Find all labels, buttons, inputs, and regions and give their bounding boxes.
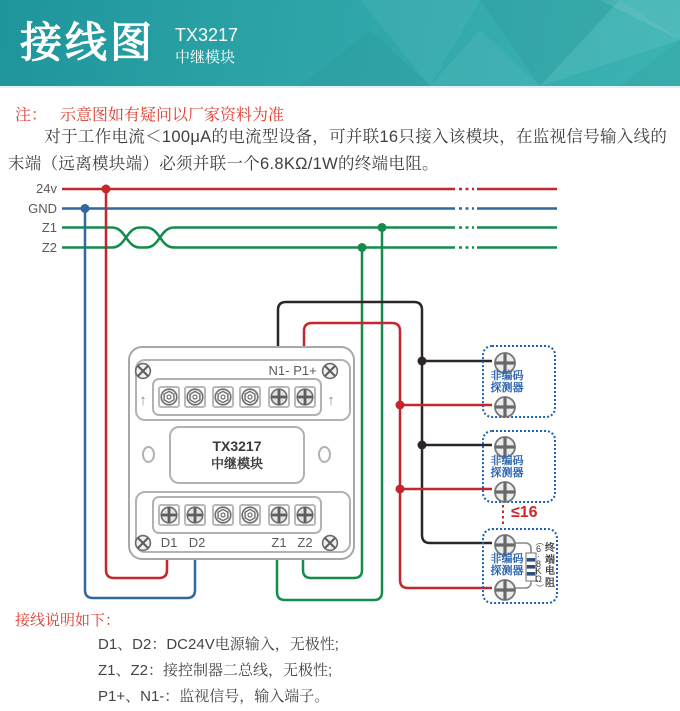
screw-cross-icon bbox=[321, 362, 339, 380]
legend-item-d1-d2: D1、D2：DC24V电源输入，无极性; bbox=[98, 636, 339, 653]
module-name: 中继模块 bbox=[210, 456, 263, 471]
detector-box-2 bbox=[482, 430, 556, 503]
terminal-label-z2: Z2 bbox=[297, 535, 313, 550]
detector-label: 非编码 探测器 bbox=[490, 370, 524, 394]
screw-cross-icon bbox=[321, 534, 339, 552]
page-title: 接线图 bbox=[20, 19, 156, 66]
hex-nut-terminal-icon bbox=[239, 504, 261, 526]
note-label: 注： bbox=[15, 107, 48, 124]
screw-cross-icon bbox=[134, 534, 152, 552]
note-text: 示意图如有疑问以厂家资料为准 bbox=[60, 107, 285, 124]
terminal-label-z1: Z1 bbox=[271, 535, 287, 550]
bus-label-z1: Z1 bbox=[41, 220, 57, 235]
terminal-label-n1: N1- bbox=[268, 363, 290, 378]
detector-label: 非编码 探测器 bbox=[490, 455, 524, 479]
bus-label-24v: 24v bbox=[36, 181, 57, 196]
hex-nut-terminal-icon bbox=[158, 386, 180, 408]
max-count-label: ≤16 bbox=[511, 504, 538, 521]
phillips-screw-terminal-icon bbox=[294, 386, 316, 408]
hex-nut-terminal-icon bbox=[212, 504, 234, 526]
module-model: TX3217 bbox=[212, 438, 262, 454]
hex-nut-terminal-icon bbox=[239, 386, 261, 408]
terminal-label-p1: P1+ bbox=[293, 363, 317, 378]
mounting-hole bbox=[142, 446, 155, 463]
phillips-screw-terminal-icon bbox=[493, 578, 517, 602]
detector-box-1 bbox=[482, 345, 556, 418]
terminal-label-d2: D2 bbox=[188, 535, 206, 550]
detector-label: 非编码 探测器 bbox=[490, 553, 524, 577]
mounting-hole bbox=[318, 446, 331, 463]
module-nameplate bbox=[169, 426, 305, 484]
phillips-screw-terminal-icon bbox=[493, 395, 517, 419]
product-model-label: TX3217 bbox=[175, 24, 239, 45]
relay-module bbox=[128, 346, 355, 560]
legend-item-z1-z2: Z1、Z2：接控制器二总线，无极性; bbox=[98, 662, 333, 679]
phillips-screw-terminal-icon bbox=[184, 504, 206, 526]
phillips-screw-terminal-icon bbox=[493, 480, 517, 504]
phillips-screw-terminal-icon bbox=[268, 386, 290, 408]
bus-label-z2: Z2 bbox=[41, 240, 57, 255]
legend-item-p1-n1: P1+、N1-：监视信号，输入端子。 bbox=[98, 688, 330, 705]
product-name-label: 中继模块 bbox=[175, 48, 236, 66]
phillips-screw-terminal-icon bbox=[294, 504, 316, 526]
phillips-screw-terminal-icon bbox=[158, 504, 180, 526]
legend-title: 接线说明如下： bbox=[15, 612, 121, 629]
resistor-value-label: （ 6 · 8 K Ω ） bbox=[534, 537, 545, 592]
screw-cross-icon bbox=[134, 362, 152, 380]
hex-nut-terminal-icon bbox=[212, 386, 234, 408]
resistor-name-label: 终 端 电 阻 bbox=[545, 543, 555, 589]
up-arrow-icon: ↑ bbox=[139, 392, 147, 409]
up-arrow-icon: ↑ bbox=[327, 392, 335, 409]
phillips-screw-terminal-icon bbox=[268, 504, 290, 526]
description-paragraph: 对于工作电流＜100μA的电流型设备，可并联16只接入该模块，在监视信号输入线的末端（远离模块端）必须并联一个6.8KΩ/1W的终端电阻。 bbox=[8, 128, 668, 173]
bus-label-gnd: GND bbox=[28, 201, 57, 216]
hex-nut-terminal-icon bbox=[184, 386, 206, 408]
terminal-label-d1: D1 bbox=[160, 535, 178, 550]
